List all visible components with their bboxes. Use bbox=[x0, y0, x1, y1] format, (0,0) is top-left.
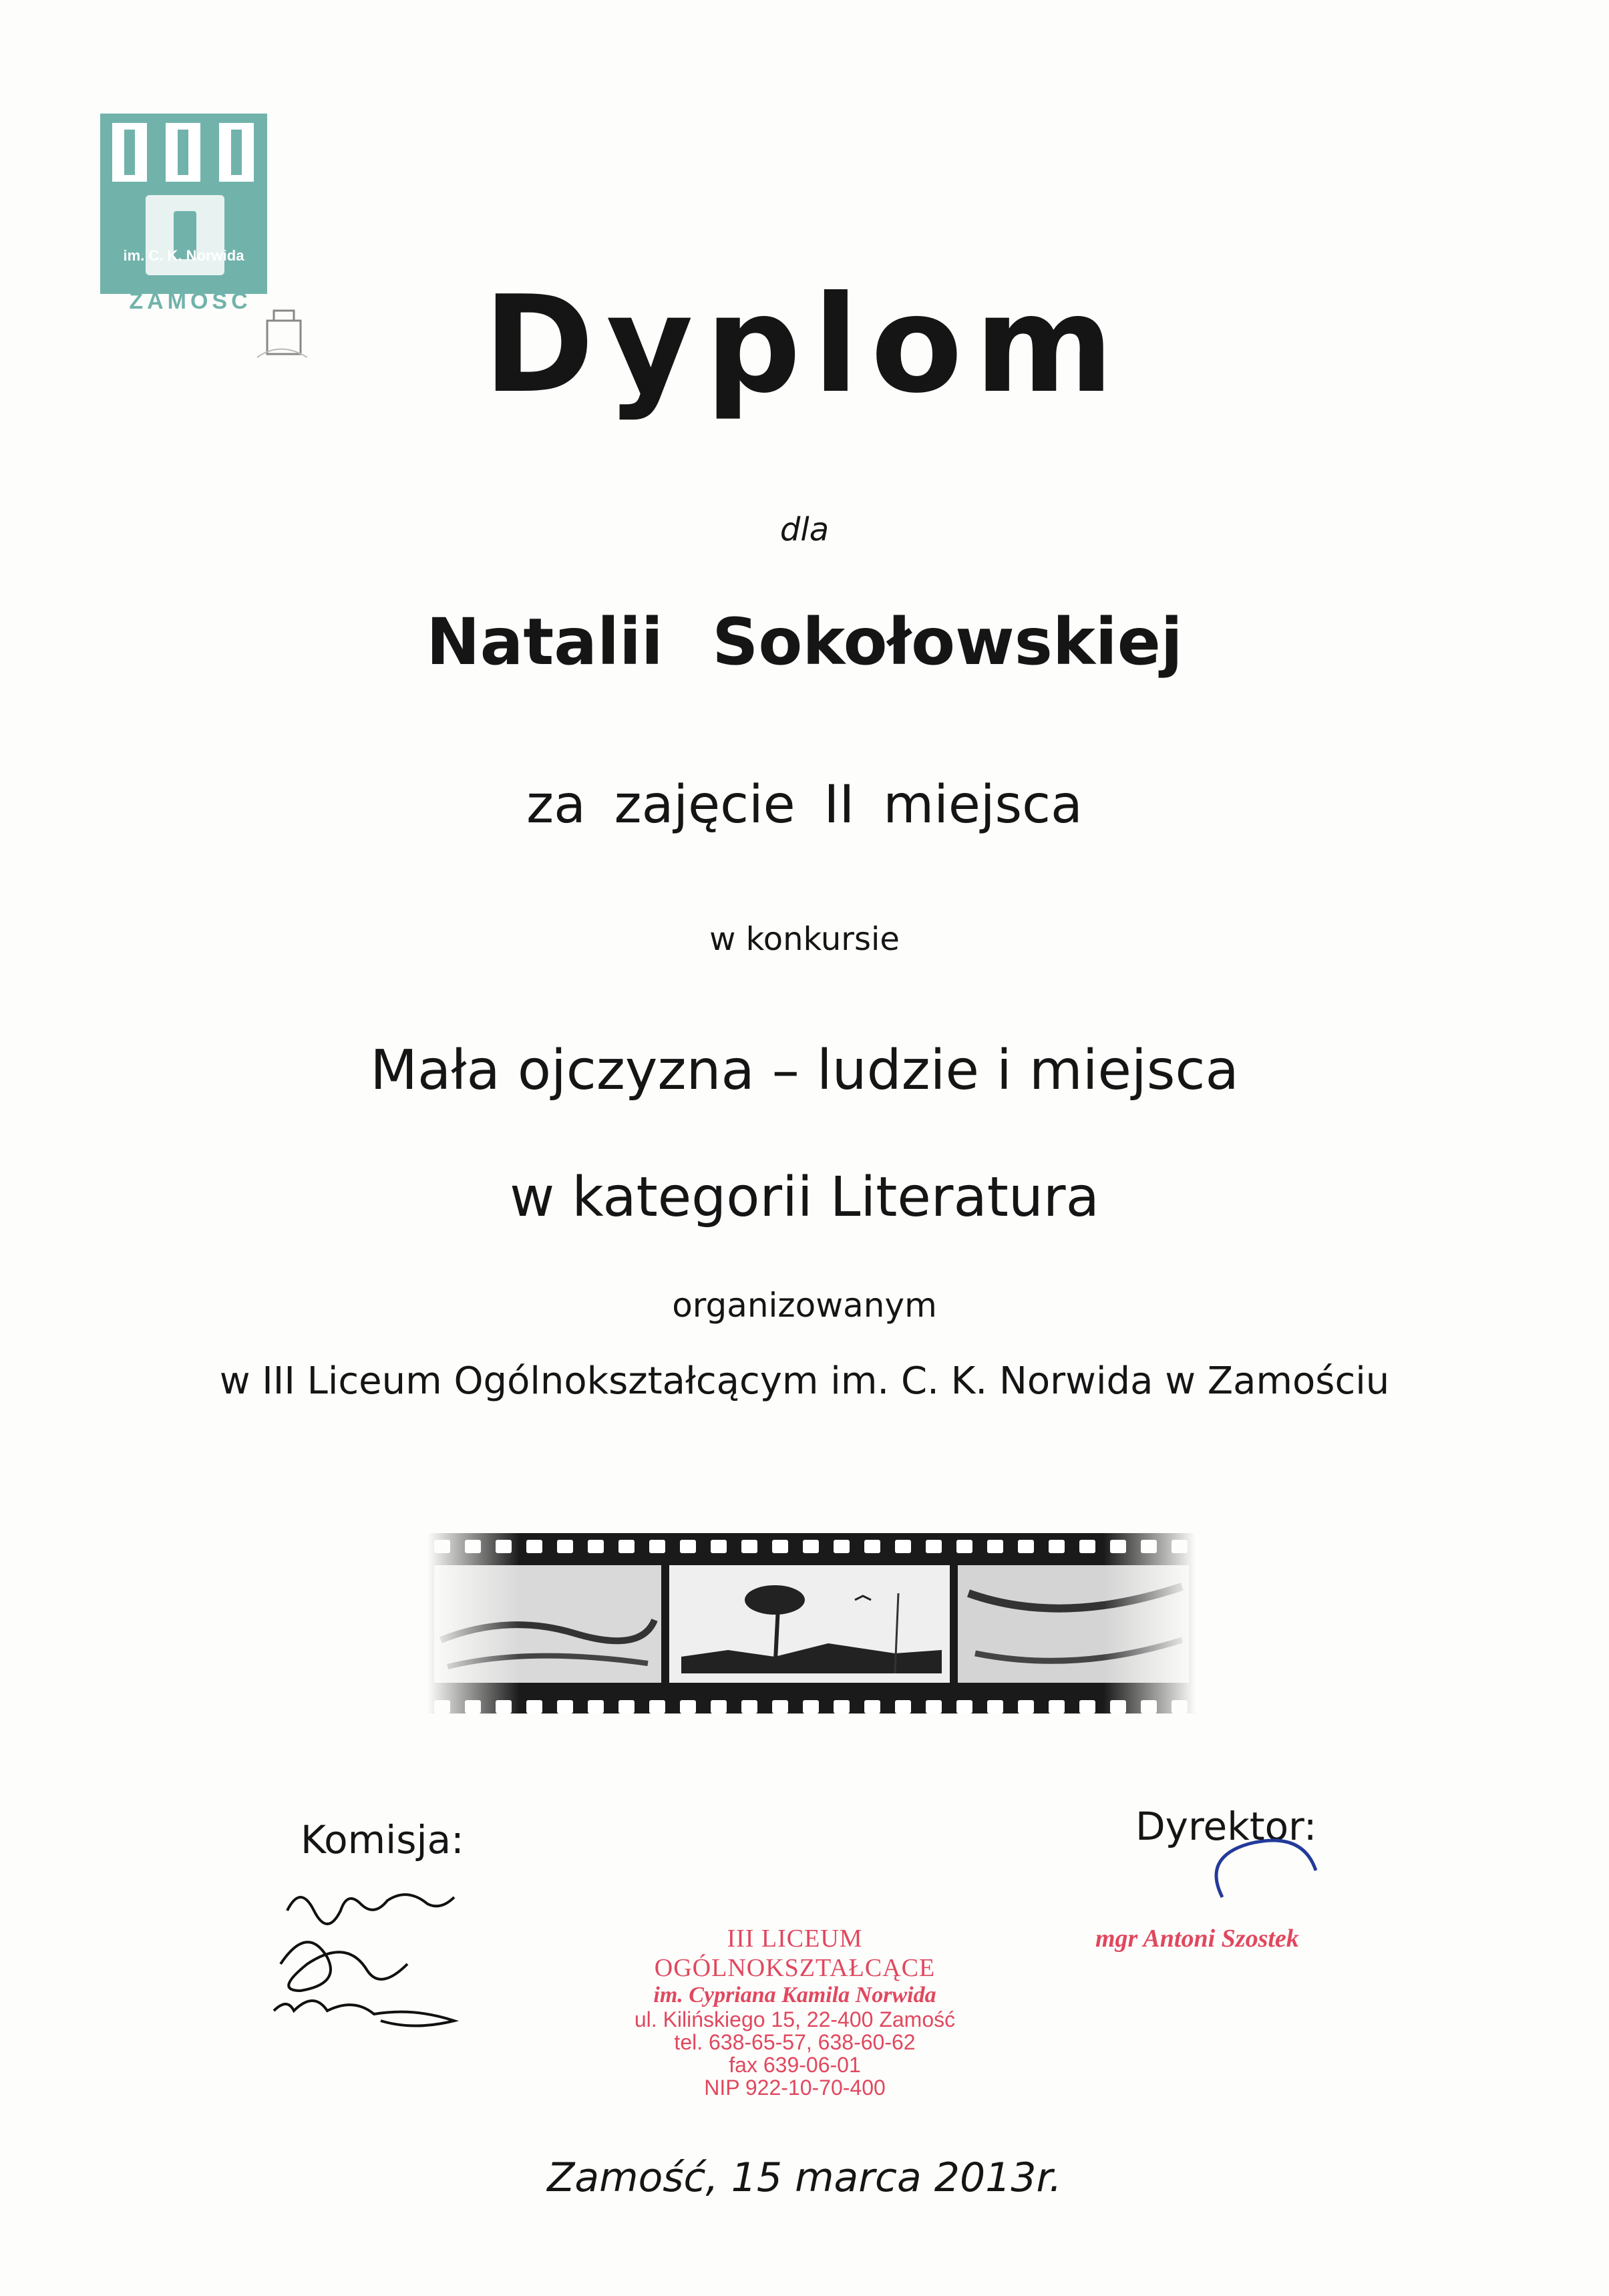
issue-date: Zamość, 15 marca 2013r. bbox=[547, 2154, 1062, 2201]
contest-name: Mała ojczyzna – ludzie i miejsca bbox=[370, 1039, 1239, 1102]
commission-signatures bbox=[260, 1870, 528, 2044]
contest-intro: w konkursie bbox=[709, 921, 900, 958]
recipient-name: Natalii Sokołowskiej bbox=[426, 605, 1183, 679]
director-label: Dyrektor: bbox=[1135, 1804, 1317, 1849]
commission-label: Komisja: bbox=[301, 1817, 464, 1862]
stamp-line-school: III LICEUM OGÓLNOKSZTAŁCĄCE bbox=[654, 1925, 936, 1982]
organized-label: organizowanym bbox=[672, 1286, 937, 1325]
place-text: za zajęcie II miejsca bbox=[526, 775, 1083, 835]
for-label: dla bbox=[779, 511, 830, 548]
logo-town: ZAMOŚĆ bbox=[129, 289, 252, 314]
stamp-line-nip: NIP 922-10-70-400 bbox=[704, 2076, 886, 2100]
logo-roman-numeral-1 bbox=[112, 123, 147, 182]
film-strip-image bbox=[427, 1506, 1196, 1727]
school-name: w III Liceum Ogólnokształcącym im. C. K. Norwida w Zamościu bbox=[219, 1359, 1390, 1403]
stamp-line-patron: im. Cypriana Kamila Norwida bbox=[653, 1983, 936, 2007]
logo-roman-numeral-3 bbox=[219, 123, 254, 182]
stamp-line-fax: fax 639-06-01 bbox=[729, 2053, 861, 2077]
director-name: mgr Antoni Szostek bbox=[1095, 1925, 1299, 1953]
logo-roman-numeral-2 bbox=[166, 123, 200, 182]
school-stamp bbox=[588, 1924, 1002, 2099]
stamp-line-phone: tel. 638-65-57, 638-60-62 bbox=[674, 2030, 916, 2054]
diploma-title: Dyplom bbox=[483, 267, 1126, 423]
stamp-line-address: ul. Kilińskiego 15, 22-400 Zamość bbox=[634, 2007, 956, 2031]
logo-subtitle: im. C. K. Norwida bbox=[123, 247, 244, 264]
contest-category: w kategorii Literatura bbox=[510, 1166, 1099, 1229]
director-signature bbox=[1202, 1830, 1329, 1911]
